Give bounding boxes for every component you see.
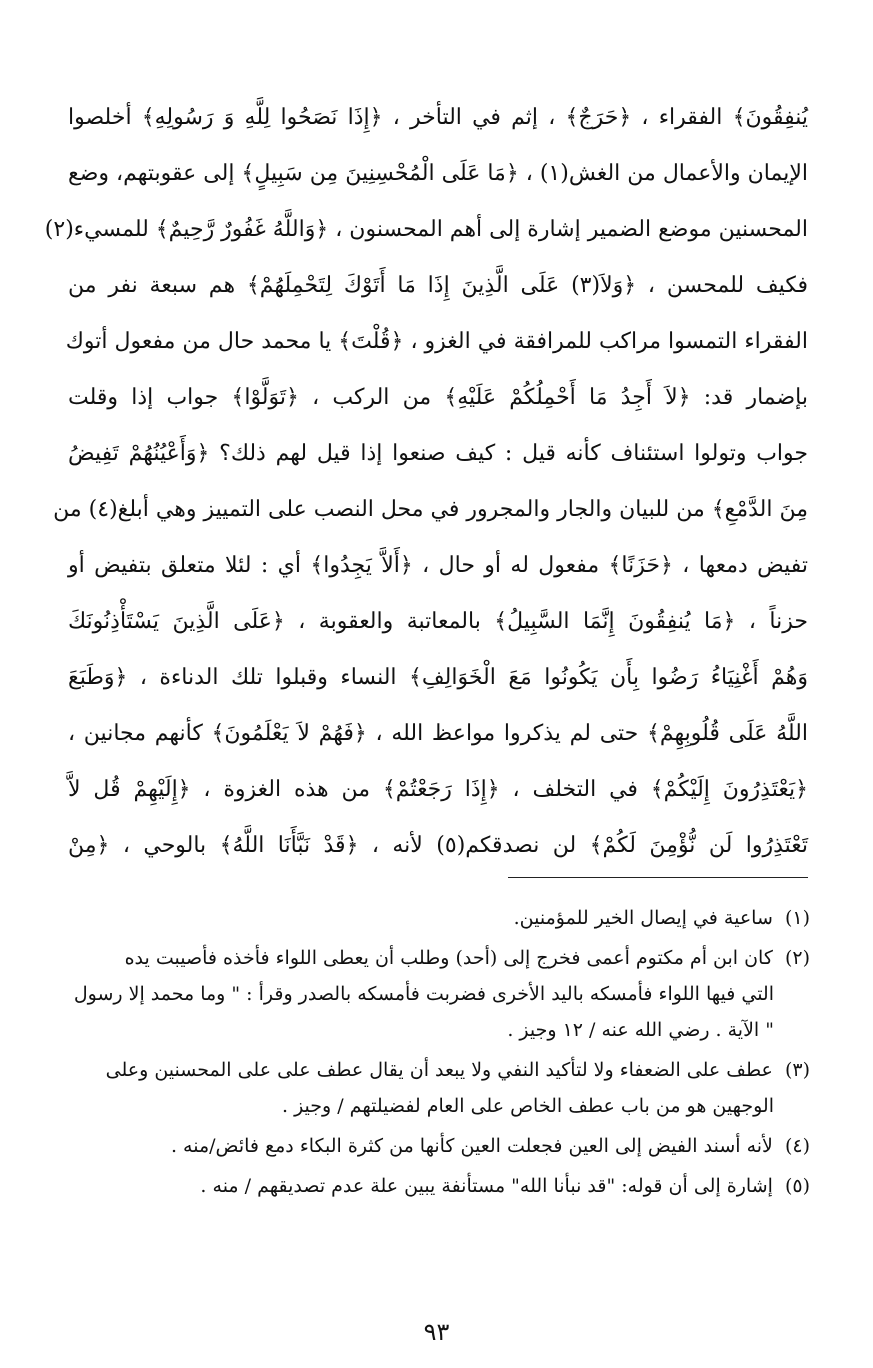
text-line-7: جواب وتولوا استئناف كأنه قيل : كيف صنعوا إذا قيل لهم ذلك؟ ﴿وَأَعْيُنُهُمْ تَفِيضُ (68, 441, 808, 466)
text-line-2: الإيمان والأعمال من الغش(١) ، ﴿مَا عَلَى الْمُحْسِنِينَ مِن سَبِيلٍ﴾ إلى عقوبتهم، وضع (68, 161, 808, 186)
text-line-3: المحسنين موضع الضمير إشارة إلى أهم المحسنون ، ﴿وَاللَّهُ غَفُورٌ رَّحِيمٌ﴾ للمسيء(٢) (44, 217, 808, 242)
text-line-1: يُنفِقُونَ﴾ الفقراء ، ﴿حَرَجٌ﴾ ، إثم في التأخر ، ﴿إِذَا نَصَحُوا لِلَّهِ وَ رَسُولِهِ﴾ أخلصوا (68, 105, 808, 130)
text-line-10: حزناً ، ﴿مَا يُنفِقُونَ إِنَّمَا السَّبِيلُ﴾ بالمعاتبة والعقوبة ، ﴿عَلَى الَّذِينَ يَسْتَأْذِنُونَكَ (68, 609, 808, 634)
text-line-13: ﴿يَعْتَذِرُونَ إِلَيْكُمْ﴾ في التخلف ، ﴿إِذَا رَجَعْتُمْ﴾ من هذه الغزوة ، ﴿إِلَيْهِمْ قُل لاَّ (68, 777, 808, 802)
footnote-continuation: الوجهين هو من باب عطف الخاص على العام لفضيلتهم / وجيز . (281, 1095, 774, 1117)
text-line-11: وَهُمْ أَغْنِيَاءُ رَضُوا بِأَن يَكُونُوا مَعَ الْخَوَالِفِ﴾ النساء وقبلوا تلك الدناءة ، ﴿وَطَبَعَ (68, 665, 808, 690)
footnote-number: (٥) (784, 1175, 810, 1197)
footnote-number: (١) (784, 907, 810, 929)
footnote-number: (٣) (784, 1059, 810, 1081)
footnote-2 (62, 940, 810, 1048)
text-line-6: بإضمار قد: ﴿لاَ أَجِدُ مَا أَحْمِلُكُمْ عَلَيْهِ﴾ من الركب ، ﴿تَوَلَّوْا﴾ جواب إذا وقلت (68, 385, 808, 410)
text-line-12: اللَّهُ عَلَى قُلُوبِهِمْ﴾ حتى لم يذكروا مواعظ الله ، ﴿فَهُمْ لاَ يَعْلَمُونَ﴾ كأنهم مجانين ، (68, 721, 808, 746)
text-line-14: تَعْتَذِرُوا لَن نُّؤْمِنَ لَكُمْ﴾ لن نصدقكم(٥) لأنه ، ﴿قَدْ نَبَّأَنَا اللَّهُ﴾ بالوحي ، ﴿مِنْ (68, 833, 808, 858)
text-line-8: مِنَ الدَّمْعِ﴾ من للبيان والجار والمجرور في محل النصب على التمييز وهي أبلغ(٤) من (53, 497, 808, 522)
footnote-text: لأنه أسند الفيض إلى العين فجعلت العين كأنها من كثرة البكاء دمع فائض/منه . (170, 1135, 773, 1157)
footnote-text: إشارة إلى أن قوله: "قد نبأنا الله" مستأنفة يبين علة عدم تصديقهم / منه . (200, 1175, 773, 1197)
footnote-text: عطف على الضعفاء ولا لتأكيد النفي ولا يبعد أن يقال عطف على على المحسنين وعلى (105, 1059, 773, 1081)
text-line-9: تفيض دمعها ، ﴿حَزَنًا﴾ مفعول له أو حال ، ﴿أَلاَّ يَجِدُوا﴾ أي : لئلا متعلق بتفيض أو (68, 553, 808, 578)
footnote-number: (٤) (784, 1135, 810, 1157)
footnote-1 (62, 900, 810, 936)
footnote-5 (62, 1168, 810, 1204)
footnote-text: كان ابن أم مكتوم أعمى فخرج إلى (أحد) وطلب أن يعطى اللواء فأخذه فأصيبت يده (124, 947, 773, 969)
text-line-5: الفقراء التمسوا مراكب للمرافقة في الغزو ، ﴿قُلْتَ﴾ يا محمد حال من مفعول أتوك (65, 329, 808, 354)
footnote-text: ساعية في إيصال الخير للمؤمنين. (513, 907, 773, 929)
footnote-number: (٢) (784, 947, 810, 969)
text-line-4: فكيف للمحسن ، ﴿وَلاَ(٣) عَلَى الَّذِينَ إِذَا مَا أَتَوْكَ لِتَحْمِلَهُمْ﴾ هم سبعة نفر من (68, 273, 808, 298)
footnote-4 (62, 1128, 810, 1164)
footnote-divider (508, 877, 808, 878)
footnote-3 (62, 1052, 810, 1124)
footnotes-section (62, 900, 810, 1208)
main-text-body (44, 90, 808, 874)
page-number: ٩٣ (423, 1318, 450, 1346)
footnote-continuation: التي فيها اللواء فأمسكه باليد الأخرى فضربت فأمسكه بالصدر وقرأ : " وما محمد إلا رسول " الآية . رضي الله عنه / ١٢ وجيز . (73, 983, 774, 1041)
